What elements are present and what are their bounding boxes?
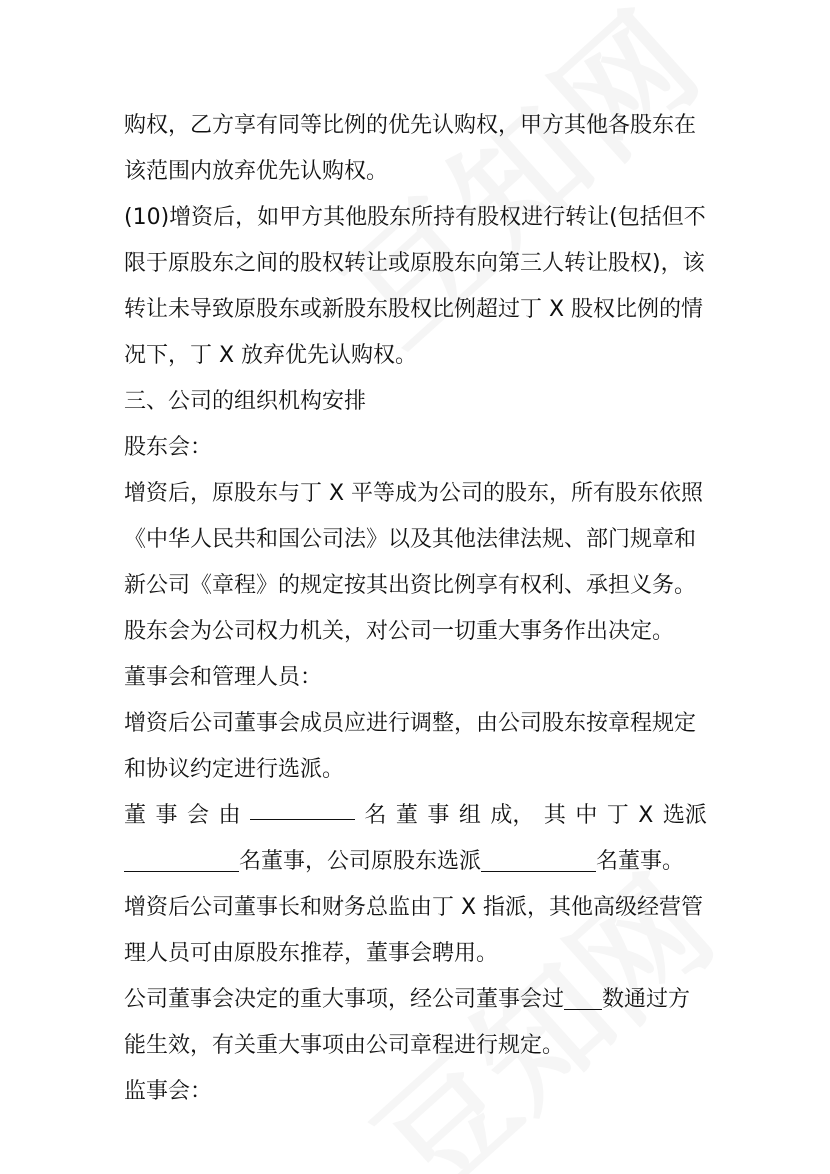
section-heading: 三、公司的组织机构安排 — [124, 389, 367, 414]
subheading-shareholders: 股东会： — [124, 435, 213, 460]
board-appointment-line: 名董事，公司原股东选派 名董事。 — [124, 839, 707, 885]
subheading-supervisors: 监事会： — [124, 1079, 213, 1104]
blank-board-total[interactable] — [250, 793, 355, 820]
paragraph-line: 购权，乙方享有同等比例的优先认购权，甲方其他各股东在 — [124, 113, 697, 138]
paragraph-line: 股东会为公司权力机关，对公司一切重大事务作出决定。 — [124, 619, 675, 644]
blank-ding-x-directors[interactable] — [124, 845, 239, 872]
paragraph-line: 限于原股东之间的股权转让或原股东向第三人转让股权)，该 — [124, 251, 705, 276]
paragraph-line: 增资后公司董事会成员应进行调整，由公司股东按章程规定 — [124, 711, 697, 736]
paragraph-line: (10)增资后，如甲方其他股东所持有股权进行转让(包括但不 — [124, 205, 706, 230]
document-body — [124, 103, 707, 1115]
blank-original-directors[interactable] — [481, 845, 596, 872]
majority-line: 公司董事会决定的重大事项，经公司董事会过 数通过方 — [124, 977, 707, 1023]
paragraph-line: 《中华人民共和国公司法》以及其他法律法规、部门规章和 — [124, 527, 697, 552]
subheading-board: 董事会和管理人员： — [124, 665, 323, 690]
paragraph-line: 能生效，有关重大事项由公司章程进行规定。 — [124, 1033, 565, 1058]
paragraph-line: 增资后公司董事长和财务总监由丁 X 指派，其他高级经营管 — [124, 895, 704, 920]
paragraph-line: 增资后，原股东与丁 X 平等成为公司的股东，所有股东依照 — [124, 481, 704, 506]
board-composition-line: 董 事 会 由 名 董 事 组 成， 其 中 丁 X 选派 — [124, 793, 707, 839]
paragraph-line: 转让未导致原股东或新股东股权比例超过丁 X 股权比例的情 — [124, 297, 704, 322]
paragraph-line: 该范围内放弃优先认购权。 — [124, 159, 389, 184]
blank-majority[interactable] — [564, 983, 602, 1010]
paragraph-line: 理人员可由原股东推荐，董事会聘用。 — [124, 941, 499, 966]
paragraph-line: 新公司《章程》的规定按其出资比例享有权利、承担义务。 — [124, 573, 697, 598]
paragraph-line: 和协议约定进行选派。 — [124, 757, 345, 782]
paragraph-line: 况下，丁 X 放弃优先认购权。 — [124, 343, 418, 368]
